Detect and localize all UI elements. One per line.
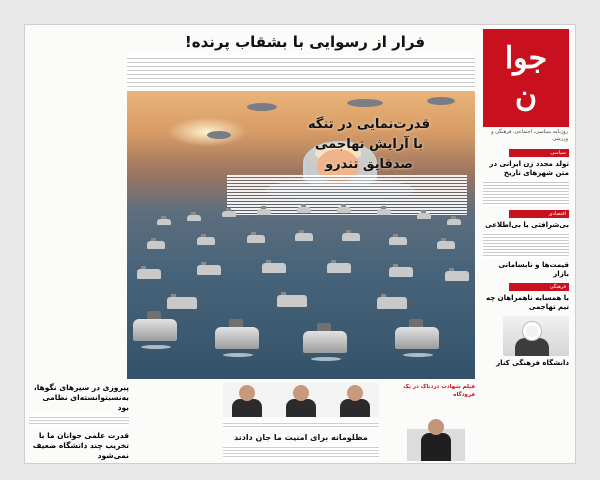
section-strip-economy: اقتصادی	[509, 210, 569, 218]
speedboat	[437, 241, 455, 249]
bottom-middle-story	[223, 383, 379, 461]
speedboat	[337, 207, 351, 213]
speedboat	[377, 209, 391, 215]
speedboat	[197, 265, 221, 275]
hero-illustration	[127, 91, 475, 379]
boat-wake	[403, 353, 433, 357]
side-headline-5: دانشگاه فرهنگی کنار	[496, 359, 569, 367]
speedboat	[222, 211, 236, 217]
bottom-stories	[127, 383, 475, 461]
speedboat	[257, 209, 271, 215]
bottom-middle-body	[223, 445, 379, 459]
side-headline-3: قیمت‌ها و نابسامانی بازار	[498, 261, 569, 278]
speedboat	[445, 271, 469, 281]
logo-text-top: جوا	[504, 41, 548, 76]
portrait-photo	[337, 385, 373, 417]
speedboat-foreground	[395, 327, 439, 349]
sunset-glow	[167, 117, 247, 147]
overlay-line-1: قدرت‌نمایی در تنگه	[308, 117, 430, 132]
side-headline-1: تولد مجدد زن ایرانی در متن شهرهای تاریخ	[489, 160, 569, 177]
head-shape	[428, 419, 444, 435]
newspaper-logo	[483, 29, 569, 127]
speedboat	[297, 207, 311, 213]
speedboat	[277, 295, 307, 307]
ufo-small-icon	[207, 131, 231, 139]
side-headline-2: بی‌شرافتی یا بی‌اطلاعی	[485, 221, 569, 229]
bottom-middle-headline: مظلومانه برای امنیت ما جان دادند	[234, 433, 368, 442]
speedboat	[417, 213, 431, 219]
young-man-photo	[407, 429, 465, 461]
newspaper-front-page	[24, 24, 576, 464]
speedboat	[342, 233, 360, 241]
side-body-text-2	[483, 232, 569, 258]
portrait-photo	[283, 385, 319, 417]
overlay-line-3: صدقایق تندرو	[325, 157, 413, 172]
masthead-column	[483, 29, 569, 459]
boat-wake	[141, 345, 171, 349]
speedboat-foreground	[133, 319, 177, 341]
masthead-info: روزنامه سیاسی، اجتماعی، فرهنگی و ورزشی	[491, 129, 568, 142]
turban-shape	[523, 322, 541, 340]
cleric-photo	[503, 316, 569, 356]
hero-overlay-headline	[269, 115, 469, 175]
main-headline: فرار از رسوایی با بشقاب پرنده!	[184, 33, 426, 51]
speedboat-foreground	[215, 327, 259, 349]
suit-shape	[421, 433, 451, 461]
ufo-small-icon	[247, 103, 277, 111]
bottom-left-headline-1: پیروزی در سیرهای نگوها، به‌نسبتوانسته‌ای نظامی بود	[33, 383, 129, 412]
speedboat	[157, 219, 171, 225]
speedboat	[197, 237, 215, 245]
bottom-right-body	[385, 402, 475, 408]
bottom-right-headline: فیلم شهادت دردناک در یک فرودگاه	[403, 384, 475, 398]
bottom-left-body-1	[29, 415, 129, 425]
ufo-small-icon	[427, 97, 455, 105]
overlay-line-2: با آرایش تهاجمی	[314, 137, 424, 152]
martyrs-portraits	[223, 383, 379, 417]
robe-shape	[515, 338, 549, 356]
speedboat	[167, 297, 197, 309]
speedboat	[295, 233, 313, 241]
speedboat-foreground	[303, 331, 347, 353]
bottom-left-stories	[29, 383, 129, 461]
speedboat	[389, 267, 413, 277]
speedboat	[247, 235, 265, 243]
ufo-small-icon	[347, 99, 383, 107]
speedboat	[262, 263, 286, 273]
portrait-photo	[229, 385, 265, 417]
speedboat	[187, 215, 201, 221]
speedboat	[447, 219, 461, 225]
speedboat	[147, 241, 165, 249]
side-headline-4: با همسایه ناهمراهان چه تیم تهاجمی	[485, 294, 569, 311]
bottom-left-body-2	[29, 463, 129, 464]
section-strip-politics: سیاسی	[509, 149, 569, 157]
speedboat	[327, 263, 351, 273]
boat-wake	[223, 353, 253, 357]
portraits-caption	[223, 421, 379, 429]
bottom-left-headline-2: قدرت علمی جوانان ما با تخریب چند دانشگاه ضعیف نمی‌شود	[32, 431, 129, 460]
section-strip-culture: فرهنگی	[509, 283, 569, 291]
bottom-right-story	[385, 383, 475, 461]
logo-text-bottom: ن	[514, 79, 538, 114]
speedboat	[377, 297, 407, 309]
speedboat	[389, 237, 407, 245]
boat-wake	[311, 357, 341, 361]
speedboat	[137, 269, 161, 279]
side-body-text-1	[483, 180, 569, 206]
main-lead-text	[127, 55, 475, 87]
